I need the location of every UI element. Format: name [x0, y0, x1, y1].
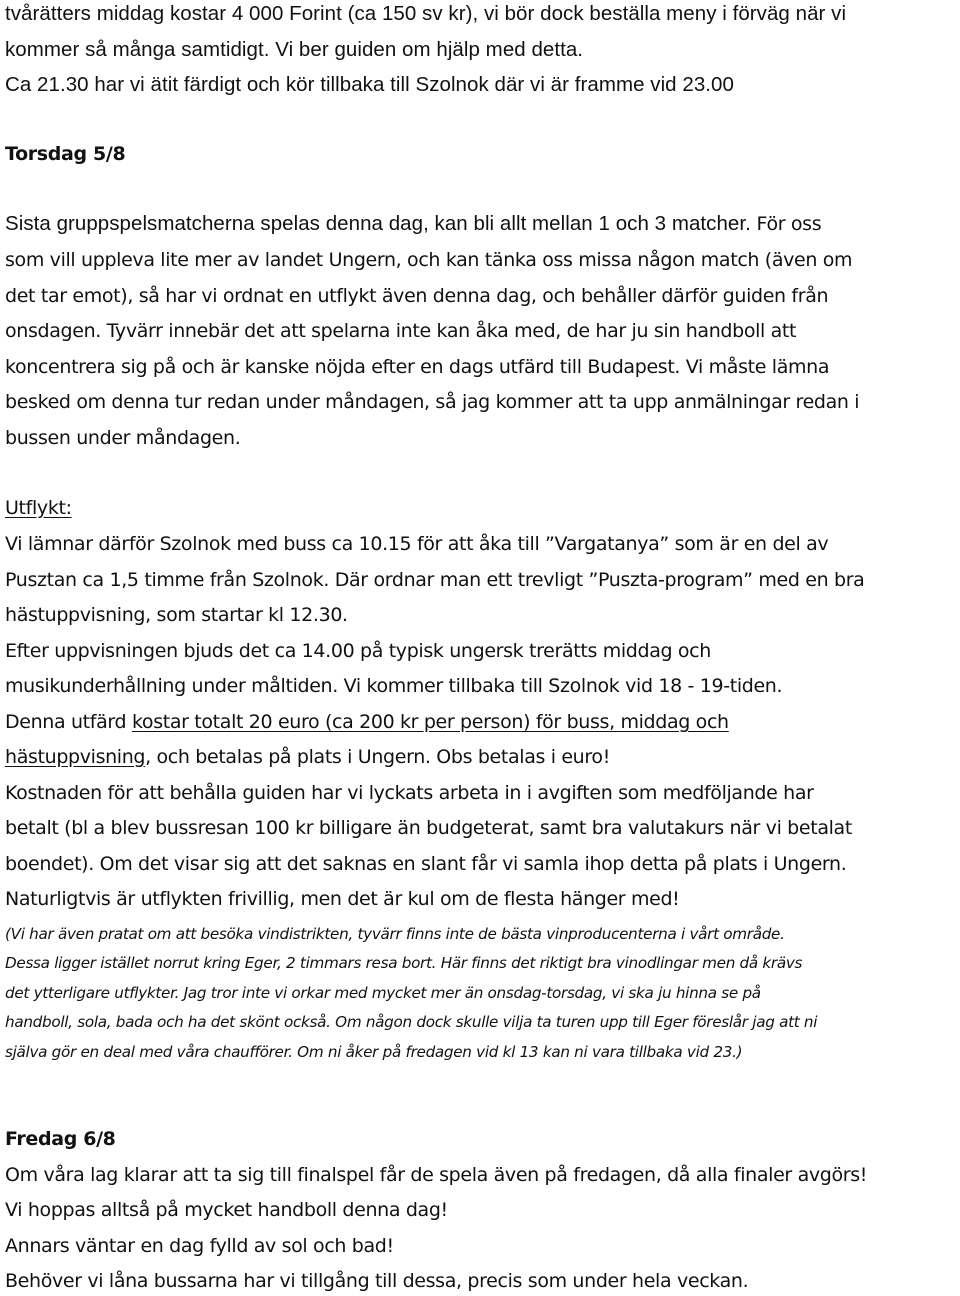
wine-note-line: handboll, sola, bada och ha det skönt också. Om någon dock skulle vilja ta turen upp till Eger föreslår jag att ni	[5, 1013, 818, 1031]
guide-cost-line: Naturligtvis är utflykten frivillig, men det är kul om de flesta hänger med!	[5, 888, 680, 910]
cost-line-2	[5, 746, 610, 768]
guide-cost-line: boendet). Om det visar sig att det saknas en slant får vi samla ihop detta på plats i Ungern.	[5, 853, 847, 875]
excursion-line: Pusztan ca 1,5 timme från Szolnok. Där ordnar man ett trevligt ”Puszta-program” med en bra	[5, 569, 865, 591]
wine-note-line: det ytterligare utflykter. Jag tror inte vi orkar med mycket mer än onsdag-torsdag, vi ska ju hinna se på	[5, 984, 761, 1002]
wine-note-line: själva gör en deal med våra chaufförer. Om ni åker på fredagen vid kl 13 kan ni vara tillbaka vid 23.)	[5, 1043, 743, 1061]
thursday-first-line-rest: För oss	[750, 213, 822, 235]
cost-line-1	[5, 711, 729, 733]
cost-rest: , och betalas på plats i Ungern. Obs betalas i euro!	[145, 746, 610, 768]
friday-heading: Fredag 6/8	[5, 1128, 116, 1150]
cost-prefix: Denna utfärd	[5, 711, 132, 733]
wine-note-line: (Vi har även pratat om att besöka vindistrikten, tyvärr finns inte de bästa vinproducenterna i vårt område.	[5, 925, 785, 943]
guide-cost-line: Kostnaden för att behålla guiden har vi lyckats arbeta in i avgiften som medföljande har	[5, 782, 814, 804]
excursion-heading: Utflykt:	[5, 497, 72, 519]
intro-line-3: Ca 21.30 har vi ätit färdigt och kör tillbaka till Szolnok där vi är framme vid 23.00	[5, 73, 734, 96]
thursday-line: bussen under måndagen.	[5, 427, 241, 449]
thursday-line: besked om denna tur redan under måndagen, så jag kommer att ta upp anmälningar redan i	[5, 391, 860, 413]
wine-note-line: Dessa ligger istället norrut kring Eger, 2 timmars resa bort. Här finns det riktigt bra vinodlingar men då krävs	[5, 954, 803, 972]
thursday-line: som vill uppleva lite mer av landet Ungern, och kan tänka oss missa någon match (även om	[5, 249, 853, 271]
thursday-arial-sentence: Sista gruppspelsmatcherna spelas denna dag, kan bli allt mellan 1 och 3 matcher.	[5, 212, 751, 235]
cost-underlined-2: hästuppvisning	[5, 746, 146, 768]
friday-line: Om våra lag klarar att ta sig till finalspel får de spela även på fredagen, då alla finaler avgörs!	[5, 1164, 868, 1186]
thursday-line: onsdagen. Tyvärr innebär det att spelarna inte kan åka med, de har ju sin handboll att	[5, 320, 797, 342]
excursion-line: musikunderhållning under måltiden. Vi kommer tillbaka till Szolnok vid 18 - 19-tiden.	[5, 675, 783, 697]
thursday-paragraph-first-line	[5, 212, 821, 236]
intro-line-2: kommer så många samtidigt. Vi ber guiden om hjälp med detta.	[5, 38, 584, 61]
friday-line: Annars väntar en dag fylld av sol och bad!	[5, 1235, 394, 1257]
thursday-line: koncentrera sig på och är kanske nöjda efter en dags utfärd till Budapest. Vi måste lämna	[5, 356, 830, 378]
excursion-line: Vi lämnar därför Szolnok med buss ca 10.15 för att åka till ”Vargatanya” som är en del av	[5, 533, 829, 555]
thursday-heading: Torsdag 5/8	[5, 143, 126, 165]
friday-line: Vi hoppas alltså på mycket handboll denna dag!	[5, 1199, 448, 1221]
intro-line-1: tvårätters middag kostar 4 000 Forint (ca 150 sv kr), vi bör dock beställa meny i förväg när vi	[5, 2, 847, 25]
excursion-line: hästuppvisning, som startar kl 12.30.	[5, 604, 348, 626]
thursday-line: det tar emot), så har vi ordnat en utflykt även denna dag, och behåller därför guiden från	[5, 285, 829, 307]
guide-cost-line: betalt (bl a blev bussresan 100 kr billigare än budgeterat, samt bra valutakurs när vi betalat	[5, 817, 852, 839]
friday-line: Behöver vi låna bussarna har vi tillgång till dessa, precis som under hela veckan.	[5, 1270, 749, 1292]
cost-underlined: kostar totalt 20 euro (ca 200 kr per person) för buss, middag och	[131, 711, 729, 733]
excursion-line: Efter uppvisningen bjuds det ca 14.00 på typisk ungersk trerätts middag och	[5, 640, 711, 662]
